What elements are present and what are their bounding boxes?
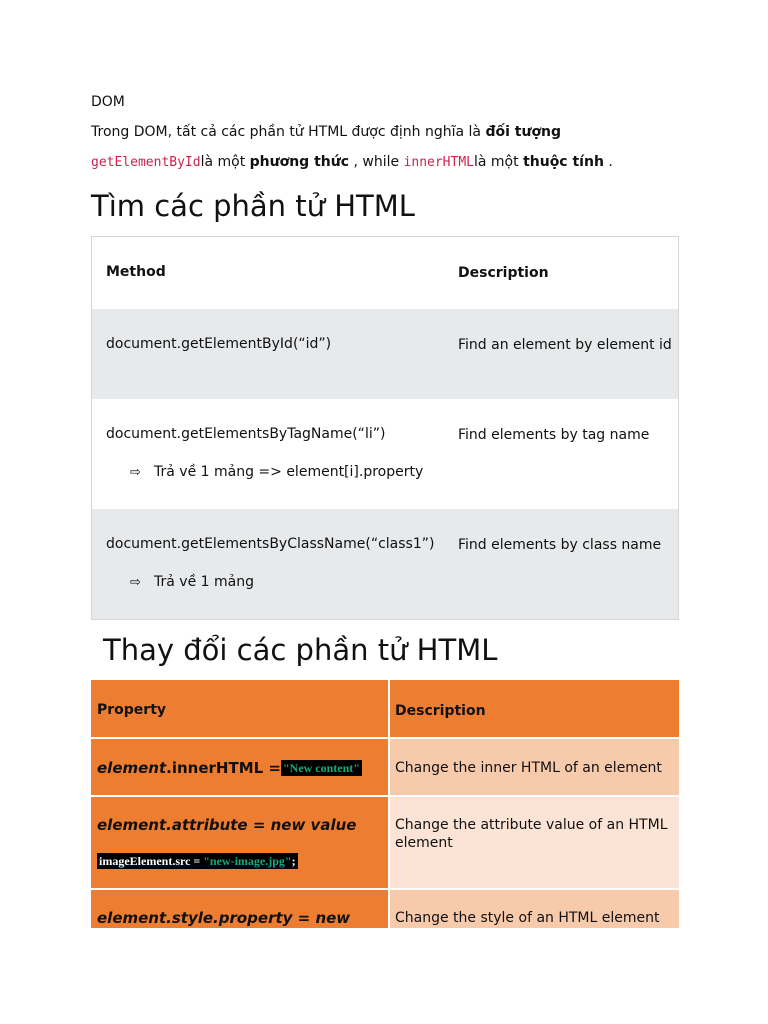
inline-code-getElementById: getElementById bbox=[91, 155, 201, 170]
intro-text: là một bbox=[474, 154, 524, 170]
method-note bbox=[130, 574, 254, 590]
arrow-right-icon: ⇨ bbox=[130, 575, 141, 590]
code-end: ; bbox=[291, 854, 296, 868]
intro-text: , while bbox=[349, 154, 404, 170]
column-header-property-cell bbox=[91, 680, 388, 737]
arrow-right-icon: ⇨ bbox=[130, 465, 141, 480]
inline-code-innerHTML: innerHTML bbox=[403, 155, 474, 170]
intro-bold-property: thuộc tính bbox=[523, 154, 604, 170]
change-elements-heading: Thay đổi các phần tử HTML bbox=[103, 633, 498, 667]
code-attribute: src bbox=[175, 854, 191, 868]
method-note bbox=[130, 464, 423, 480]
description-cell: Change the attribute value of an HTML element bbox=[395, 817, 668, 851]
code-example bbox=[97, 853, 298, 870]
intro-paragraph-1 bbox=[91, 123, 561, 141]
property-name: .style. bbox=[166, 909, 219, 927]
find-elements-heading: Tìm các phần tử HTML bbox=[91, 189, 415, 223]
intro-bold-object: đối tượng bbox=[485, 124, 562, 140]
method-cell: document.getElementById(“id”) bbox=[106, 336, 332, 352]
property-object: element bbox=[97, 759, 167, 777]
column-header-description: Description bbox=[458, 265, 549, 281]
code-object: imageElement. bbox=[99, 854, 176, 868]
table-row-property bbox=[91, 797, 388, 888]
intro-text: Trong DOM, tất cả các phần tử HTML được định nghĩa là bbox=[91, 124, 486, 140]
column-header-description: Description bbox=[395, 703, 486, 719]
table-row bbox=[92, 309, 678, 399]
property-object: element bbox=[97, 816, 167, 834]
column-header-property: Property bbox=[97, 702, 167, 718]
find-methods-table bbox=[91, 236, 679, 620]
column-header-description-cell bbox=[390, 680, 679, 737]
code-string: "new-image.jpg" bbox=[203, 854, 292, 868]
description-cell: Change the inner HTML of an element bbox=[395, 760, 662, 776]
intro-text: là một bbox=[200, 154, 250, 170]
column-header-method: Method bbox=[106, 264, 166, 280]
property-operator: = bbox=[263, 759, 281, 777]
property-expression bbox=[97, 816, 356, 834]
property-expression bbox=[97, 909, 350, 927]
table-row-property bbox=[91, 890, 388, 928]
property-object: element bbox=[97, 909, 167, 927]
description-cell: Find elements by tag name bbox=[458, 427, 650, 443]
change-properties-table bbox=[91, 680, 679, 928]
description-cell: Find an element by element id bbox=[458, 337, 672, 353]
intro-bold-method: phương thức bbox=[249, 154, 350, 170]
property-value: new bbox=[315, 909, 351, 927]
intro-paragraph-2 bbox=[91, 153, 613, 172]
table-row bbox=[92, 509, 678, 619]
table-row-property bbox=[91, 739, 388, 795]
description-cell: Change the style of an HTML element bbox=[395, 910, 660, 926]
property-operator: = bbox=[292, 909, 316, 927]
method-note-text: Trả về 1 mảng => element[i].property bbox=[154, 464, 424, 480]
code-string: "New content" bbox=[282, 761, 360, 775]
code-snippet bbox=[97, 853, 298, 869]
property-expression bbox=[97, 759, 362, 777]
property-operator: = bbox=[247, 816, 271, 834]
method-note-text: Trả về 1 mảng bbox=[154, 574, 254, 590]
table-row-description bbox=[390, 797, 679, 888]
code-operator: = bbox=[190, 854, 204, 868]
property-value: new value bbox=[270, 816, 357, 834]
table-row-description bbox=[390, 890, 679, 928]
property-placeholder: property bbox=[218, 909, 293, 927]
dom-label: DOM bbox=[91, 94, 125, 110]
description-cell: Find elements by class name bbox=[458, 537, 662, 553]
code-snippet bbox=[281, 760, 362, 776]
table-header-row bbox=[92, 237, 678, 309]
method-cell: document.getElementsByClassName(“class1”) bbox=[106, 536, 435, 552]
property-name: .innerHTML bbox=[166, 759, 264, 777]
intro-text: . bbox=[603, 154, 613, 170]
method-cell: document.getElementsByTagName(“li”) bbox=[106, 426, 386, 442]
property-name: .attribute bbox=[166, 816, 248, 834]
table-row-description bbox=[390, 739, 679, 795]
table-row bbox=[92, 399, 678, 509]
